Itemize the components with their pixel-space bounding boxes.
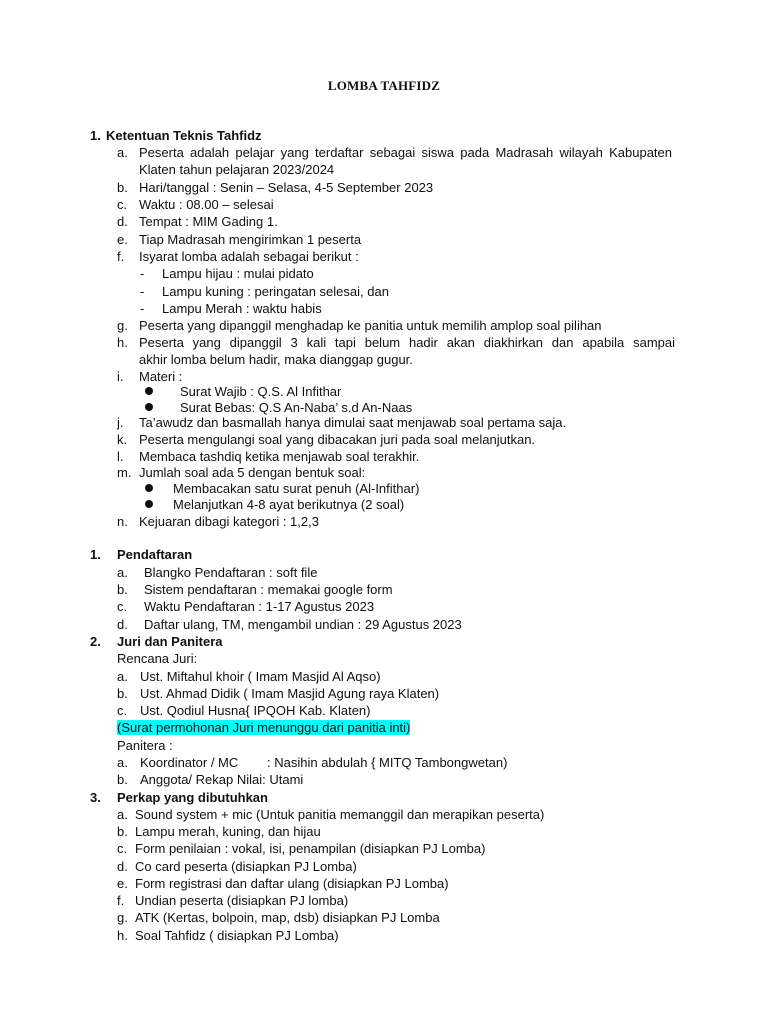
list-item-text: Waktu Pendaftaran : 1-17 Agustus 2023: [144, 599, 375, 614]
item-label: b.: [117, 686, 128, 701]
list-item-text: Ust. Miftahul khoir ( Imam Masjid Al Aqso): [140, 669, 381, 684]
item-label: e.: [117, 876, 128, 891]
list-item-text: Form registrasi dan daftar ulang (disiapkan PJ Lomba): [135, 876, 449, 891]
subheading: Panitera :: [117, 738, 173, 753]
list-item-text: Klaten tahun pelajaran 2023/2024: [139, 162, 335, 177]
item-label: a.: [117, 669, 128, 684]
dash-marker: -: [140, 301, 145, 316]
sub-item-text: Melanjutkan 4-8 ayat berikutnya (2 soal): [173, 497, 405, 512]
item-label: a.: [117, 807, 128, 822]
list-item-text: Peserta adalah pelajar yang terdaftar sebagai siswa pada Madrasah wilayah Kabupaten: [139, 145, 672, 160]
list-item-text: akhir lomba belum hadir, maka dianggap gugur.: [139, 352, 413, 367]
item-label: a.: [117, 755, 128, 770]
item-label: f.: [117, 249, 125, 264]
section-heading: Ketentuan Teknis Tahfidz: [106, 128, 262, 143]
sub-item-text: Surat Bebas: Q.S An-Naba’ s.d An-Naas: [180, 400, 413, 415]
section-heading: Pendaftaran: [117, 547, 193, 562]
item-label: n.: [117, 514, 128, 529]
list-item-text: Materi :: [139, 369, 183, 384]
section-number: 2.: [90, 634, 101, 649]
list-item-text: Peserta mengulangi soal yang dibacakan juri pada soal melanjutkan.: [139, 432, 536, 447]
list-item-text: Ust. Ahmad Didik ( Imam Masjid Agung raya Klaten): [140, 686, 440, 701]
item-label: g.: [117, 318, 128, 333]
list-item-text: Waktu : 08.00 – selesai: [139, 197, 274, 212]
list-item-text: Membaca tashdiq ketika menjawab soal terakhir.: [139, 449, 420, 464]
list-item-text: Anggota/ Rekap Nilai: Utami: [140, 772, 304, 787]
sub-item-text: Surat Wajib : Q.S. Al Infithar: [180, 384, 342, 399]
sub-item-text: Lampu Merah : waktu habis: [162, 301, 322, 316]
item-label: d.: [117, 859, 128, 874]
list-item-text: Soal Tahfidz ( disiapkan PJ Lomba): [135, 928, 339, 943]
item-label: a.: [117, 145, 128, 160]
item-label: l.: [117, 449, 124, 464]
item-label: d.: [117, 214, 128, 229]
dash-marker: -: [140, 284, 145, 299]
item-label: g.: [117, 910, 128, 925]
item-label: d.: [117, 617, 128, 632]
item-label: c.: [117, 197, 128, 212]
list-item-text: Kejuaran dibagi kategori : 1,2,3: [139, 514, 319, 529]
item-label: m.: [117, 465, 132, 480]
item-label: k.: [117, 432, 128, 447]
role-text: Koordinator / MC: [140, 755, 239, 770]
document-title: LOMBA TAHFIDZ: [327, 78, 441, 93]
sub-item-text: Lampu kuning : peringatan selesai, dan: [162, 284, 389, 299]
list-item-text: Isyarat lomba adalah sebagai berikut :: [139, 249, 359, 264]
bullet-icon: [145, 403, 153, 411]
sub-item-text: Lampu hijau : mulai pidato: [162, 266, 314, 281]
section-number: 1.: [90, 547, 101, 562]
list-item-text: Daftar ulang, TM, mengambil undian : 29 Agustus 2023: [144, 617, 462, 632]
item-label: b.: [117, 824, 128, 839]
section-number: 3.: [90, 790, 101, 805]
list-item-text: Blangko Pendaftaran : soft file: [144, 565, 318, 580]
item-label: c.: [117, 841, 128, 856]
item-label: f.: [117, 893, 125, 908]
item-label: c.: [117, 599, 128, 614]
item-label: b.: [117, 772, 128, 787]
list-item-text: Sistem pendaftaran : memakai google form: [144, 582, 393, 597]
list-item-text: Co card peserta (disiapkan PJ Lomba): [135, 859, 357, 874]
highlighted-note: (Surat permohonan Juri menunggu dari panitia inti): [117, 720, 411, 735]
list-item-text: Lampu merah, kuning, dan hijau: [135, 824, 321, 839]
bullet-icon: [145, 484, 153, 492]
list-item-text: Ta’awudz dan basmallah hanya dimulai saat menjawab soal pertama saja.: [139, 415, 567, 430]
list-item-text: ATK (Kertas, bolpoin, map, dsb) disiapkan PJ Lomba: [135, 910, 440, 925]
bullet-icon: [145, 387, 153, 395]
list-item-text: Sound system + mic (Untuk panitia memanggil dan merapikan peserta): [135, 807, 545, 822]
list-item-text: Tiap Madrasah mengirimkan 1 peserta: [139, 232, 362, 247]
list-item-text: Jumlah soal ada 5 dengan bentuk soal:: [139, 465, 366, 480]
item-label: b.: [117, 180, 128, 195]
list-item-text: Undian peserta (disiapkan PJ lomba): [135, 893, 349, 908]
item-label: h.: [117, 928, 128, 943]
item-label: a.: [117, 565, 128, 580]
item-label: c.: [117, 703, 128, 718]
section-heading: Juri dan Panitera: [117, 634, 223, 649]
section-heading: Perkap yang dibutuhkan: [117, 790, 268, 805]
list-item-text: Tempat : MIM Gading 1.: [139, 214, 278, 229]
list-item-text: Ust. Qodiul Husna{ IPQOH Kab. Klaten): [140, 703, 371, 718]
section-number: 1.: [90, 128, 101, 143]
list-item-text: Peserta yang dipanggil menghadap ke panitia untuk memilih amplop soal pilihan: [139, 318, 602, 333]
item-label: b.: [117, 582, 128, 597]
list-item-text: Hari/tanggal : Senin – Selasa, 4-5 September 2023: [139, 180, 434, 195]
item-label: i.: [117, 369, 124, 384]
person-text: : Nasihin abdulah { MITQ Tambongwetan): [267, 755, 508, 770]
list-item-text: Form penilaian : vokal, isi, penampilan (disiapkan PJ Lomba): [135, 841, 486, 856]
dash-marker: -: [140, 266, 145, 281]
bullet-icon: [145, 500, 153, 508]
item-label: e.: [117, 232, 128, 247]
item-label: h.: [117, 335, 128, 350]
sub-item-text: Membacakan satu surat penuh (Al-Infithar): [173, 481, 420, 496]
subheading: Rencana Juri:: [117, 651, 198, 666]
item-label: j.: [117, 415, 124, 430]
list-item-text: Peserta yang dipanggil 3 kali tapi belum hadir akan diakhirkan dan apabila sampai: [139, 335, 675, 350]
